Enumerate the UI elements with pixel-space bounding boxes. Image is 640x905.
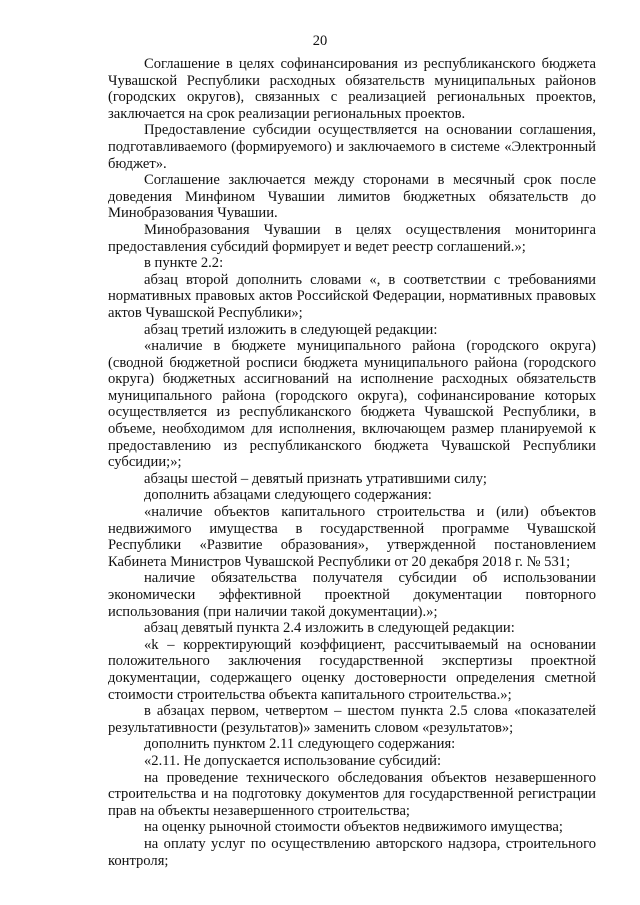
paragraph: абзац девятый пункта 2.4 изложить в следующей редакции: (144, 620, 515, 637)
paragraph: дополнить пунктом 2.11 следующего содержания: (144, 736, 456, 753)
paragraph: «наличие объектов капитального строительства и (или) объектов недвижимого имущества в государственной программе Чувашской Республики «Развитие образования», утвержденной постановлением Кабинета Министров Чувашской Республики от 20 декабря 2018 г. № 531; (108, 504, 596, 570)
paragraph: абзацы шестой – девятый признать утратившими силу; (144, 470, 487, 487)
paragraph: на оплату услуг по осуществлению авторского надзора, строительного контроля; (108, 835, 596, 869)
paragraph: дополнить абзацами следующего содержания: (144, 487, 432, 504)
paragraph: в пункте 2.2: (144, 255, 224, 272)
paragraph: «2.11. Не допускается использование субсидий: (144, 752, 442, 769)
paragraph: «наличие в бюджете муниципального района (городского округа) (сводной бюджетной росписи бюджета муниципального района (городского округа) бюджетных ассигнований на исполнение расходных обязательств муниципального района (городского округа), софинансирование которых осуществляется из республиканского бюджета Чувашской Республики, в объеме, необходимом для исполнения, включающем размер планируемой к предоставлению из республиканского бюджета Чувашской Республики субсидии;»; (108, 338, 596, 471)
paragraph: Минобразования Чувашии в целях осуществления мониторинга предоставления субсидий формирует и ведет реестр соглашений.»; (108, 221, 596, 255)
paragraph: Соглашение заключается между сторонами в месячный срок после доведения Минфином Чувашии лимитов бюджетных обязательств до Минобразования Чувашии. (108, 172, 596, 222)
paragraph: абзац второй дополнить словами «, в соответствии с требованиями нормативных правовых актов Российской Федерации, нормативных правовых актов Чувашской Республики»; (108, 271, 596, 321)
paragraph: в абзацах первом, четвертом – шестом пункта 2.5 слова «показателей результативности (результатов)» заменить словом «результатов»; (108, 703, 596, 736)
page-number: 20 (312, 33, 328, 49)
paragraph: абзац третий изложить в следующей редакции: (144, 321, 438, 338)
paragraph: на проведение технического обследования объектов незавершенного строительства и на подготовку документов для государственной регистрации прав на объекты незавершенного строительства; (108, 769, 596, 819)
paragraph: наличие обязательства получателя субсидии об использовании экономически эффективной проектной документации повторного использования (при наличии такой документации).»; (108, 570, 596, 620)
paragraph: «k – корректирующий коэффициент, рассчитываемый на основании положительного заключения государственной экспертизы проектной документации, содержащего оценку достоверности определения сметной стоимости строительства объекта капитального строительства.»; (108, 636, 596, 703)
document-body (108, 56, 596, 869)
paragraph: Соглашение в целях софинансирования из республиканского бюджета Чувашской Республики расходных обязательств муниципальных районов (городских округов), связанных с реализацией региональных проектов, заключается на срок реализации региональных проектов. (108, 56, 596, 122)
paragraph: на оценку рыночной стоимости объектов недвижимого имущества; (144, 819, 563, 836)
paragraph: Предоставление субсидии осуществляется на основании соглашения, подготавливаемого (формируемого) и заключаемого в системе «Электронный бюджет». (108, 122, 596, 172)
